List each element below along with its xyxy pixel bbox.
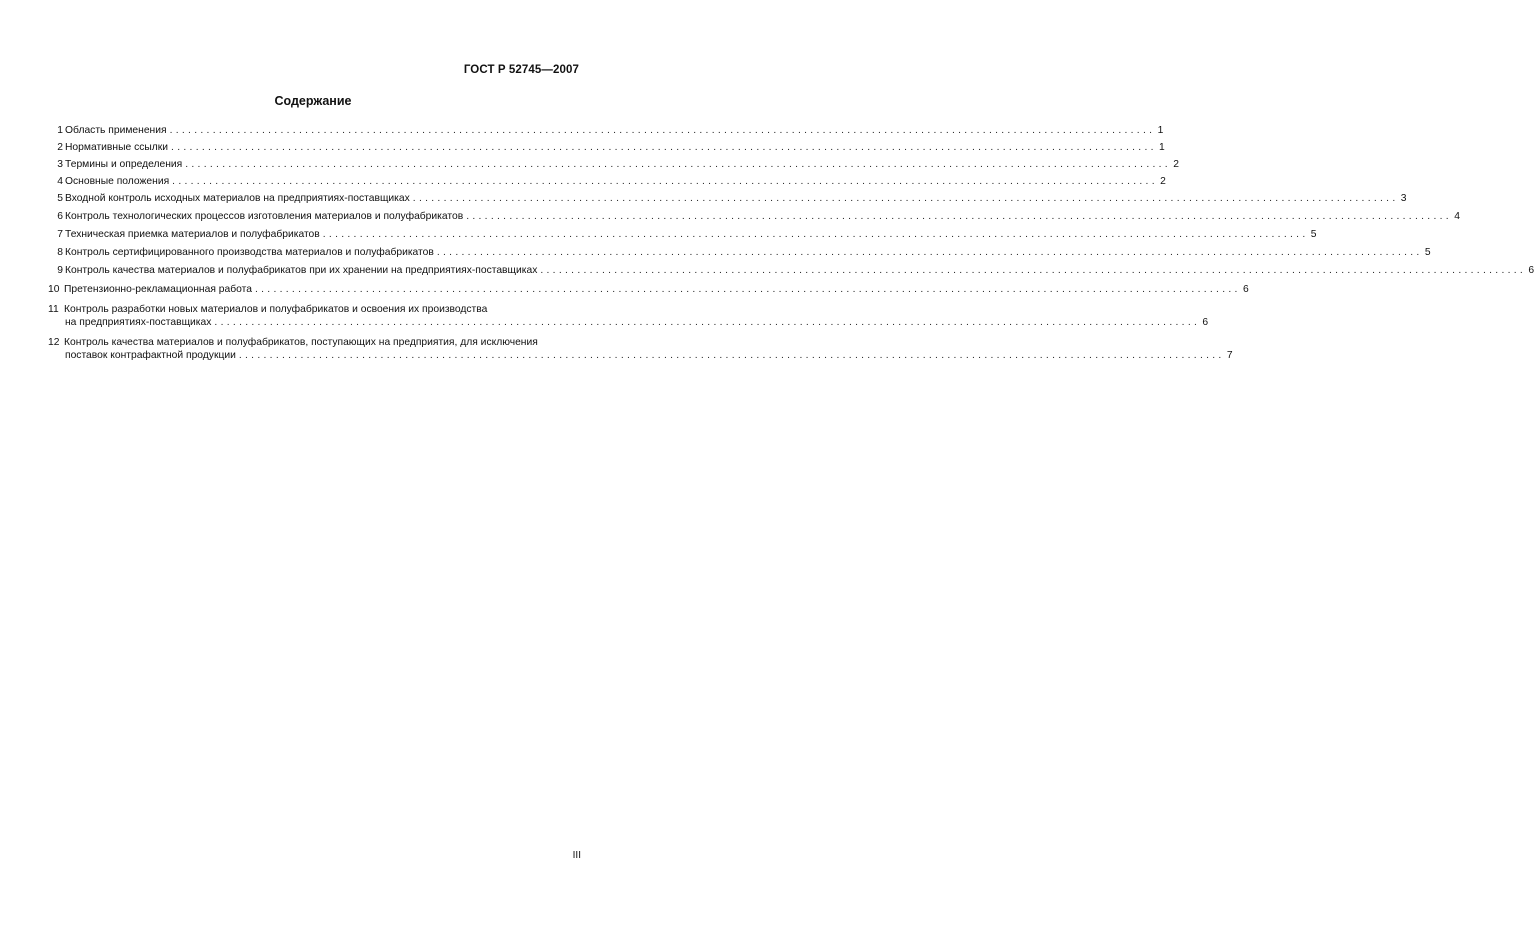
toc-entry-line (48, 124, 1164, 137)
toc-entry-page: 5 (1424, 247, 1431, 258)
toc-entry-line (48, 283, 1249, 296)
toc-entry[interactable] (48, 246, 1431, 259)
toc-entry-page: 2 (1173, 159, 1179, 170)
toc-entry-number: 7 (57, 229, 63, 240)
toc-entry-title: Область применения (65, 125, 167, 136)
toc-entry[interactable] (48, 158, 1179, 171)
toc-entry[interactable] (48, 192, 1407, 205)
toc-entry[interactable] (48, 283, 1249, 296)
toc-entry-line (48, 246, 1431, 259)
toc-entry-line (48, 349, 1233, 362)
toc-entry-page: 6 (1202, 317, 1209, 328)
toc-entry[interactable] (48, 210, 1460, 223)
toc-entry-page: 4 (1454, 211, 1460, 222)
toc-entry-number: 6 (57, 211, 63, 222)
toc-entry-title: Контроль технологических процессов изготовления материалов и полуфабрикатов (65, 211, 464, 222)
toc-entry-page: 1 (1159, 142, 1165, 153)
toc-entry-page: 7 (1226, 350, 1233, 361)
toc-entry-number: 9 (57, 265, 63, 276)
page-number: III (572, 850, 581, 861)
toc-entry-page: 3 (1400, 193, 1407, 204)
toc-entry[interactable] (48, 175, 1166, 188)
toc-entry-number: 10 (48, 284, 60, 295)
toc-dot-leader: ................................................................................................................................................................ (172, 176, 1158, 187)
toc-entry-title: Претензионно-рекламационная работа (64, 284, 252, 295)
toc-entry-title: Основные положения (65, 176, 170, 187)
toc-entry-page: 1 (1157, 125, 1164, 136)
toc-dot-leader: ................................................................................................................................................................ (169, 125, 1156, 136)
toc-entry-number: 8 (57, 247, 63, 258)
toc-dot-leader: ................................................................................................................................................................ (436, 247, 1423, 258)
toc-entry-title: Контроль сертифицированного производства материалов и полуфабрикатов (65, 247, 434, 258)
toc-entry-line (48, 210, 1460, 223)
toc-entry-line (48, 336, 584, 349)
toc-dot-leader: ................................................................................................................................................................ (214, 317, 1201, 328)
toc-title: Содержание (274, 94, 352, 108)
toc-entry-page: 6 (1528, 265, 1534, 276)
document-code: ГОСТ Р 52745—2007 (463, 64, 579, 76)
toc-entry[interactable] (48, 264, 1534, 277)
toc-entry[interactable] (48, 336, 1233, 362)
toc-entry-title: Входной контроль исходных материалов на предприятиях-поставщиках (65, 193, 410, 204)
toc-entry-title: Термины и определения (65, 159, 183, 170)
toc-entry-line (48, 141, 1165, 154)
toc-entry-number: 12 (48, 337, 60, 348)
toc-entry-page: 2 (1160, 176, 1166, 187)
toc-entry-page: 5 (1310, 229, 1317, 240)
toc-entry-title: Контроль качества материалов и полуфабрикатов, поступающих на предприятия, для исключения (64, 337, 538, 348)
toc-entry-line (48, 228, 1317, 241)
toc-entry-number: 1 (57, 125, 63, 136)
toc-entry-line (48, 264, 1534, 277)
toc-entry-number: 3 (57, 159, 63, 170)
toc-dot-leader: ................................................................................................................................................................ (466, 211, 1452, 222)
toc-entry-title: на предприятиях-поставщиках (65, 317, 212, 328)
toc-dot-leader: ................................................................................................................................................................ (238, 350, 1225, 361)
toc-entry-page: 6 (1242, 284, 1249, 295)
toc-entry-number: 5 (57, 193, 63, 204)
toc-dot-leader: ................................................................................................................................................................ (322, 229, 1309, 240)
toc-entry[interactable] (48, 124, 1164, 137)
toc-entry-line (48, 175, 1166, 188)
toc-entry-title: Техническая приемка материалов и полуфабрикатов (65, 229, 320, 240)
toc-entry-line (48, 158, 1179, 171)
toc-entry-title: Нормативные ссылки (65, 142, 169, 153)
toc-dot-leader: ................................................................................................................................................................ (540, 265, 1527, 276)
toc-entry-number: 4 (57, 176, 63, 187)
toc-entry[interactable] (48, 228, 1317, 241)
toc-entry-title: Контроль качества материалов и полуфабрикатов при их хранении на предприятиях-поставщиках (65, 265, 538, 276)
toc-dot-leader: ................................................................................................................................................................ (254, 284, 1241, 295)
toc-entry-number: 2 (57, 142, 63, 153)
toc-dot-leader: ................................................................................................................................................................ (185, 159, 1171, 170)
toc-dot-leader: ................................................................................................................................................................ (171, 142, 1157, 153)
table-of-contents (48, 124, 1534, 362)
toc-entry-title: поставок контрафактной продукции (65, 350, 236, 361)
toc-entry[interactable] (48, 141, 1165, 154)
toc-entry[interactable] (48, 303, 1209, 329)
toc-dot-leader: ................................................................................................................................................................ (412, 193, 1399, 204)
toc-entry-line (48, 192, 1407, 205)
toc-entry-number: 11 (48, 304, 59, 315)
toc-entry-line (48, 303, 584, 316)
toc-entry-title: Контроль разработки новых материалов и полуфабрикатов и освоения их производства (64, 304, 488, 315)
toc-entry-line (48, 316, 1209, 329)
